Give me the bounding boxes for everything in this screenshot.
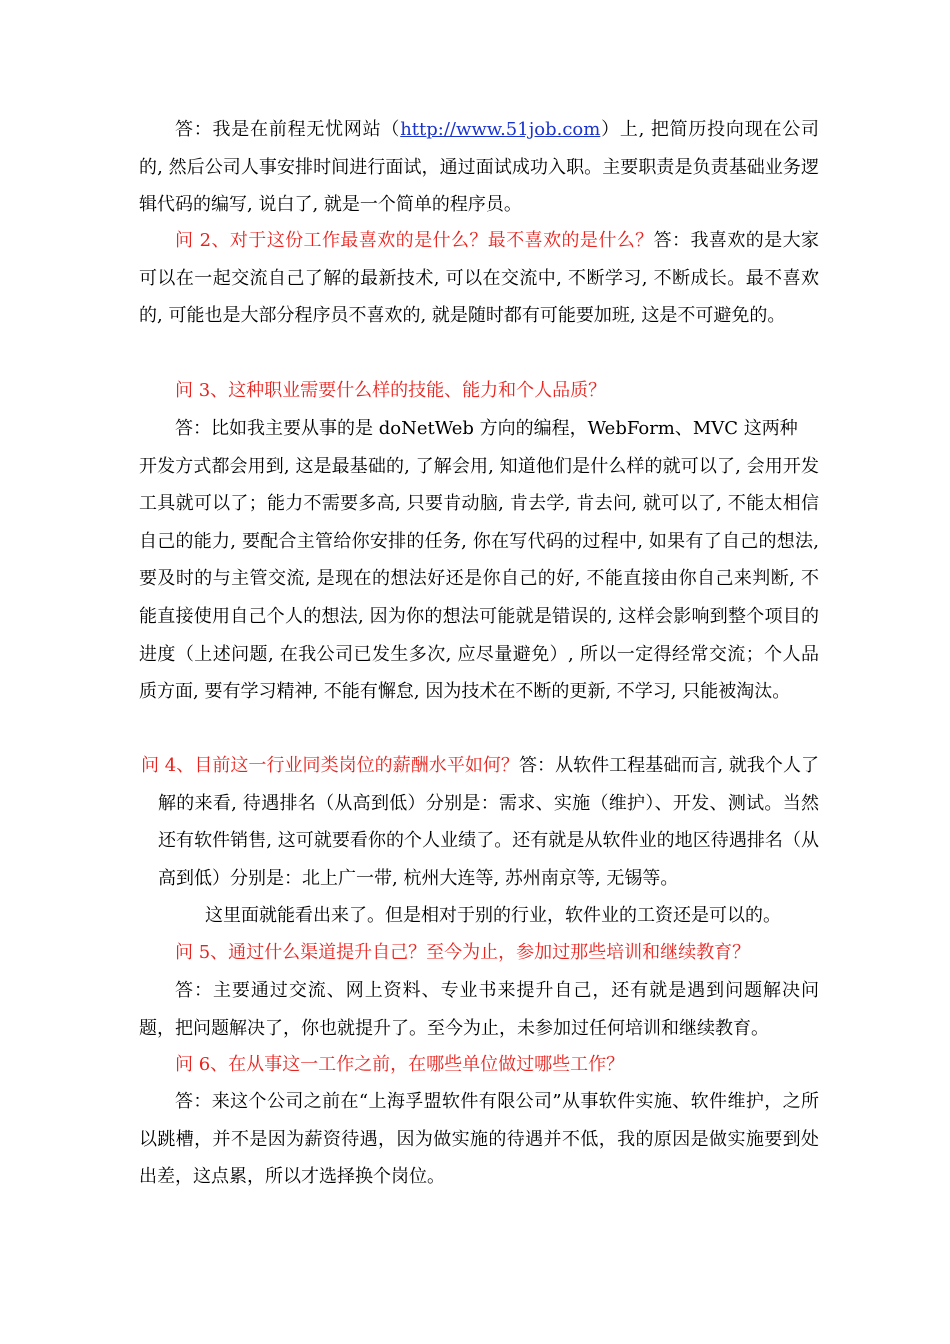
question-6-heading: 问 6、在从事这一工作之前，在哪些单位做过哪些工作？: [175, 1054, 625, 1075]
question-2-text: 问 2、对于这份工作最喜欢的是什么？最不喜欢的是什么？: [175, 230, 654, 251]
51job-link[interactable]: http://www.51job.com: [400, 119, 601, 140]
answer-3-body: 开发方式都会用到, 这是最基础的, 了解会用, 知道他们是什么样的就可以了, 会用开发工具就可以了；能力不需要多高, 只要肯动脑, 肯去学, 肯去问, 就可以了, 不能太相信自己的能力, 要配合主管给你安排的任务, 你在写代码的过程中, 如果有了自己的想法, 要及时的与主管交流, 是现在的想法好还是你自己的好, 不能直接由你自己来判断, 不能直接使用自己个人的想法, 因为你的想法可能就是错误的, 这样会影响到整个项目的进度（上述问题, 在我公司已发生多次, 应尽量避免）, 所以一定得经常交流；个人品质方面, 要有学习精神, 不能有懈怠, 因为技术在不断的更新, 不学习, 只能被淘汰。: [139, 455, 819, 703]
question-5-heading: 问 5、通过什么渠道提升自己？至今为止，参加过那些培训和继续教育？: [175, 942, 751, 963]
answer-3-first-line: 答：比如我主要从事的是 doNetWeb 方向的编程，WebForm、MVC 这两种: [175, 418, 798, 439]
answer-1-text-a: 答：我是在前程无忧网站（: [175, 119, 401, 140]
answer-1-text-b: ）上, 把简历投向现在公司的, 然后公司人事安排时间进行面试，通过面试成功入职。主要职责是负责基础业务逻辑代码的编写, 说白了, 就是一个简单的程序员。: [139, 119, 819, 216]
answer-4-text: 答：从软件工程基础而言, 就我个人了解的来看, 待遇排名（从高到低）分别是：需求、实施（维护）、开发、测试。当然还有软件销售, 这可就要看你的个人业绩了。还有就是从软件业的地区待遇排名（从高到低）分别是：北上广一带, 杭州大连等, 苏州南京等, 无锡等。: [158, 755, 819, 889]
answer-3-paragraph: [139, 410, 819, 711]
question-2-paragraph: [139, 222, 819, 335]
question-4-paragraph: [141, 747, 819, 897]
answer-2-text: 答：我喜欢的是大家可以在一起交流自己了解的最新技术, 可以在交流中, 不断学习, 不断成长。最不喜欢的, 可能也是大部分程序员不喜欢的, 就是随时都有可能要加班, 这是不可避免的。: [139, 230, 820, 327]
question-3-heading: 问 3、这种职业需要什么样的技能、能力和个人品质？: [175, 380, 607, 401]
question-4-text: 问 4、目前这一行业同类岗位的薪酬水平如何？: [141, 755, 519, 776]
salary-summary-line: 这里面就能看出来了。但是相对于别的行业，软件业的工资还是可以的。: [205, 905, 781, 926]
answer-1-paragraph: [139, 111, 819, 224]
answer-5-paragraph: 答：主要通过交流、网上资料、专业书来提升自己，还有就是遇到问题解决问题，把问题解决了，你也就提升了。至今为止，未参加过任何培训和继续教育。: [139, 980, 819, 1039]
answer-6-paragraph: 答：来这个公司之前在“上海孚盟软件有限公司”从事软件实施、软件维护，之所以跳槽，并不是因为薪资待遇，因为做实施的待遇并不低，我的原因是做实施要到处出差，这点累，所以才选择换个岗位。: [139, 1091, 819, 1188]
